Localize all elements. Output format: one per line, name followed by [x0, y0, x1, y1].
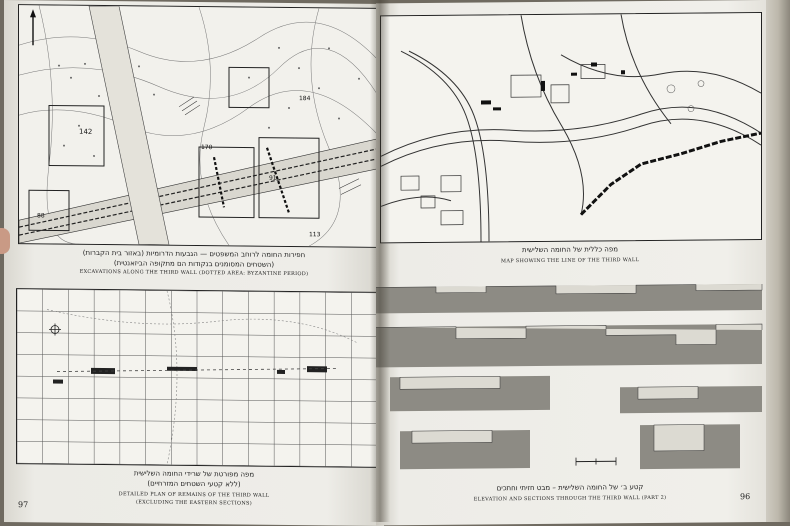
city-map-caption-english: MAP SHOWING THE LINE OF THE THIRD WALL [400, 256, 740, 265]
detailed-plan-caption-english-1: DETAILED PLAN OF REMAINS OF THE THIRD WALL [24, 490, 364, 500]
page-number-right: 96 [740, 492, 750, 501]
detailed-plan-caption-hebrew-2: (ללא קטעי השטחים המזרחיים) [44, 478, 344, 489]
detailed-plan-grid [17, 289, 377, 467]
city-map-figure [380, 12, 762, 243]
excavation-caption-hebrew-2: (השטחים המסומנים בנקודות הם מתקופה הביזאנטית) [44, 258, 344, 269]
detailed-plan-figure [16, 288, 378, 468]
thumb [0, 228, 10, 254]
elevation-caption-hebrew: קטע ב׳ של החומה השלישית – מבט חזיתי וחתכים [420, 482, 720, 493]
elevation-caption-english: ELEVATION AND SECTIONS THROUGH THE THIRD WALL (PART 2) [400, 494, 740, 503]
area-label: 91 [269, 175, 277, 182]
page-number-left: 97 [18, 500, 28, 509]
book-gutter [370, 0, 390, 522]
elevation-strip-1 [376, 284, 762, 313]
section-blocks [390, 374, 762, 471]
area-label: 142 [79, 128, 92, 136]
excavation-caption-hebrew: חפירות החומה לרוחב המשפטים — הגבעות הדרומיות (באזור בית הקברות) [44, 248, 344, 259]
excavation-plan-figure [18, 4, 378, 248]
city-map-caption-hebrew: מפה כללית של החומה השלישית [420, 244, 720, 255]
scale-bar [576, 457, 616, 465]
elevation-sections-figure [376, 278, 766, 481]
area-label: 113 [309, 231, 321, 238]
right-page [376, 0, 766, 525]
area-label: 184 [299, 95, 311, 102]
elevation-sections-drawing [376, 278, 766, 481]
excavation-plan-drawing [19, 5, 377, 247]
elevation-strip-2 [376, 324, 762, 367]
city-map-drawing [381, 13, 761, 242]
left-page [4, 0, 384, 526]
detailed-plan-caption-hebrew: מפה מפורטת של שרידי החומה השלישית [44, 468, 344, 479]
excavation-caption-english: EXCAVATIONS ALONG THE THIRD WALL (DOTTED AREA: BYZANTINE PERIOD) [24, 268, 364, 278]
area-label: 170 [201, 144, 213, 151]
area-label: 88 [37, 212, 45, 219]
detailed-plan-caption-english-2: (EXCLUDING THE EASTERN SECTIONS) [24, 498, 364, 508]
